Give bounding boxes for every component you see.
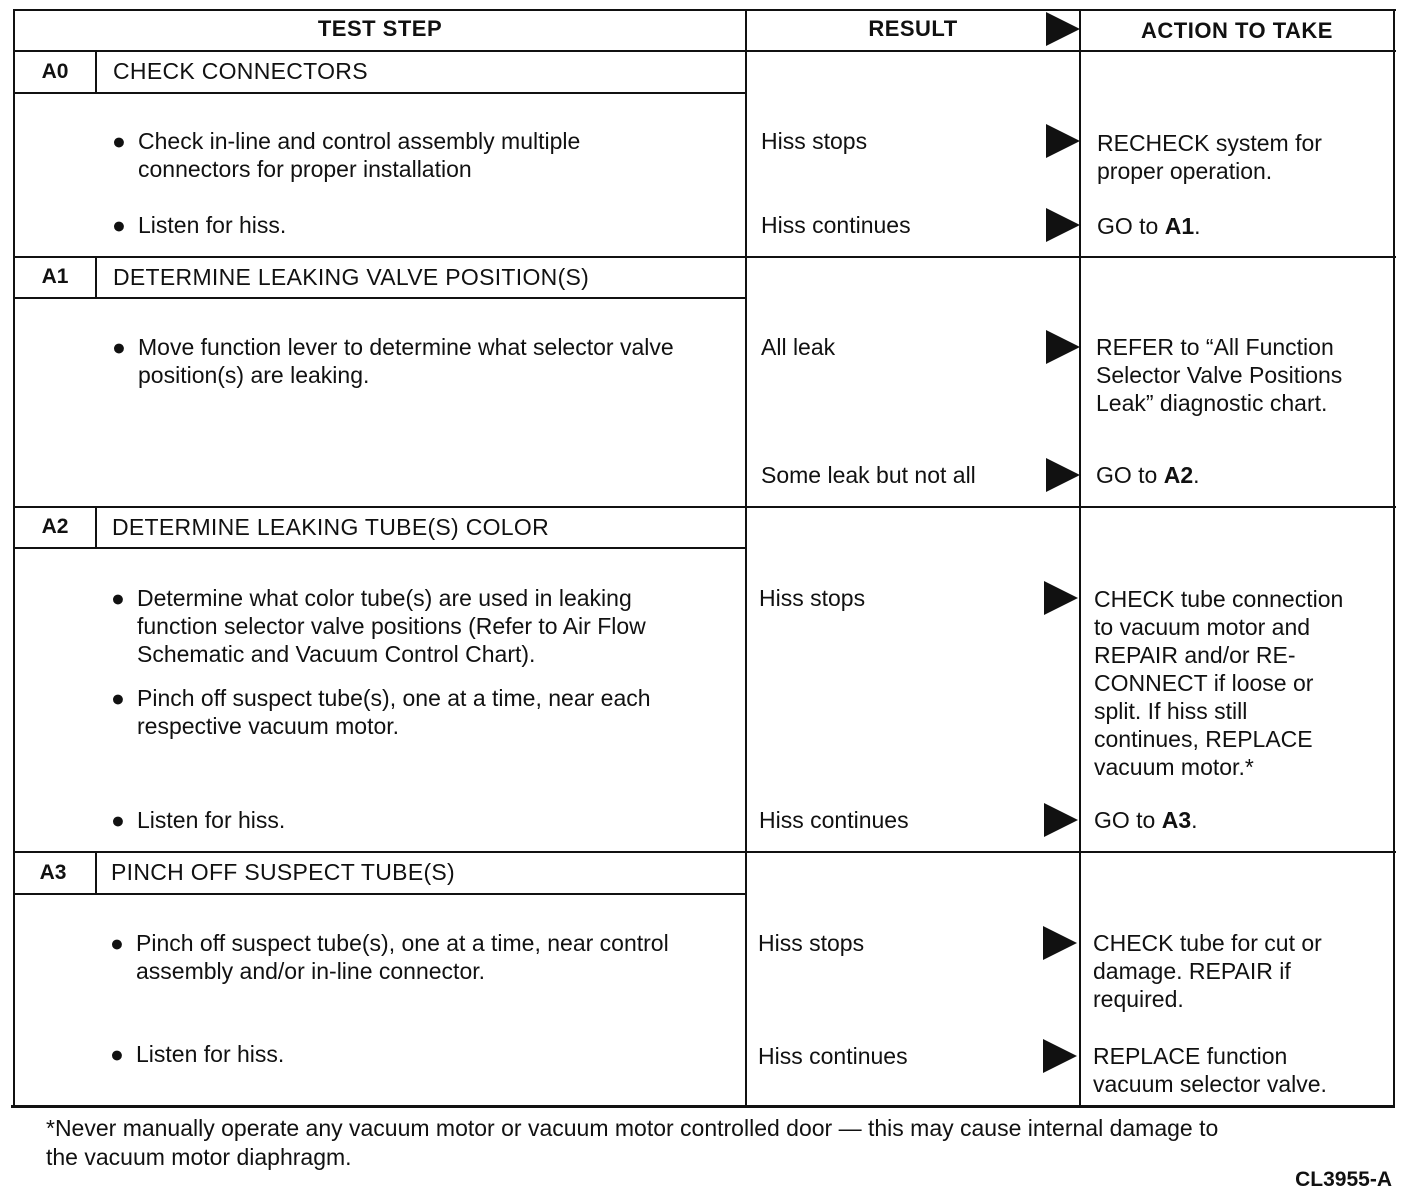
bullet-text: Listen for hiss.: [137, 807, 286, 833]
action-a1-2: GO to A2.: [1096, 462, 1200, 488]
bullet-text: Listen for hiss.: [138, 212, 287, 238]
section-sep-a2: [13, 506, 1396, 508]
frame-right: [1393, 9, 1395, 1108]
result-arrow-icon: [1044, 803, 1078, 837]
title-sep-a3: [13, 893, 747, 895]
bullet-a2-1: [111, 584, 646, 668]
result-arrow-icon: [1046, 330, 1080, 364]
step-code-a2: A2: [41, 515, 69, 538]
result-arrow-icon: [1046, 124, 1080, 158]
frame-left: [13, 9, 15, 1108]
bullet-dot: ●: [111, 685, 125, 711]
result-arrow-icon: [1046, 208, 1080, 242]
action-a0-2: GO to A1.: [1097, 213, 1201, 239]
title-sep-a1: [13, 297, 747, 299]
figure-id: CL3955-A: [1295, 1168, 1392, 1191]
action-a0-1: RECHECK system for proper operation.: [1097, 130, 1322, 184]
step-code-a1: A1: [41, 265, 69, 288]
frame-bottom: [11, 1105, 1395, 1108]
result-arrow-icon: [1044, 581, 1078, 615]
bullet-text: Determine what color tube(s) are used in leaking function selector valve positions (Refer to Air Flow Schematic and Vacuum Control Chart).: [137, 585, 646, 667]
step-title-a2: DETERMINE LEAKING TUBE(S) COLOR: [112, 514, 550, 540]
title-sep-a2: [13, 547, 747, 549]
bullet-dot: ●: [110, 930, 124, 956]
code-sep-a0: [95, 50, 97, 94]
action-a2-2: GO to A3.: [1094, 807, 1198, 833]
action-a3-2: REPLACE function vacuum selector valve.: [1093, 1043, 1327, 1097]
bullet-a3-1: [110, 929, 669, 985]
result-a0-2: Hiss continues: [761, 212, 911, 238]
code-sep-a3: [95, 851, 97, 895]
bullet-dot: ●: [111, 585, 125, 611]
frame-top: [13, 9, 1396, 11]
header-action: ACTION TO TAKE: [1141, 18, 1333, 43]
result-arrow-icon: [1043, 1039, 1077, 1073]
bullet-dot: ●: [112, 128, 126, 154]
bullet-dot: ●: [110, 1041, 124, 1067]
header-test-step: TEST STEP: [317, 16, 443, 41]
result-a1-1: All leak: [761, 334, 836, 360]
step-title-a1: DETERMINE LEAKING VALVE POSITION(S): [113, 264, 590, 290]
bullet-a1-1: [112, 333, 674, 389]
section-sep-a3: [13, 851, 1396, 853]
section-sep-a1: [13, 256, 1396, 258]
bullet-dot: ●: [112, 334, 126, 360]
bullet-a0-1: [112, 127, 581, 183]
title-sep-a0: [13, 92, 747, 94]
bullet-text: Check in-line and control assembly multiple connectors for proper installation: [138, 128, 581, 182]
bullet-a2-3: [111, 806, 286, 834]
action-a1-1: REFER to “All Function Selector Valve Positions Leak” diagnostic chart.: [1096, 334, 1343, 416]
bullet-text: Pinch off suspect tube(s), one at a time, near each respective vacuum motor.: [137, 685, 651, 739]
result-a0-1: Hiss stops: [761, 128, 868, 154]
action-a3-1: CHECK tube for cut or damage. REPAIR if required.: [1093, 930, 1322, 1012]
bullet-text: Move function lever to determine what selector valve position(s) are leaking.: [138, 334, 674, 388]
header-divider: [13, 50, 1396, 52]
step-title-a3: PINCH OFF SUSPECT TUBE(S): [111, 859, 456, 885]
action-a2-1: CHECK tube connection to vacuum motor and REPAIR and/or RE- CONNECT if loose or split. If hiss still continues, REPLACE vacuum motor.*: [1094, 586, 1344, 780]
footnote: *Never manually operate any vacuum motor or vacuum motor controlled door — this may cause internal damage to the vacuum motor diaphragm.: [46, 1115, 1219, 1170]
bullet-text: Pinch off suspect tube(s), one at a time, near control assembly and/or in-line connector.: [136, 930, 669, 984]
bullet-dot: ●: [111, 807, 125, 833]
step-code-a0: A0: [41, 60, 69, 83]
bullet-a0-2: [112, 211, 287, 239]
bullet-dot: ●: [112, 212, 126, 238]
header-result: RESULT: [868, 16, 958, 41]
step-title-a0: CHECK CONNECTORS: [113, 58, 368, 84]
result-arrow-icon: [1043, 926, 1077, 960]
step-code-a3: A3: [39, 861, 67, 884]
result-a3-1: Hiss stops: [758, 930, 865, 956]
bullet-text: Listen for hiss.: [136, 1041, 285, 1067]
bullet-a2-2: [111, 684, 651, 740]
code-sep-a1: [95, 256, 97, 299]
result-a1-2: Some leak but not all: [761, 462, 976, 488]
header-arrow-icon: [1046, 12, 1080, 46]
result-a2-1: Hiss stops: [759, 585, 866, 611]
result-a3-2: Hiss continues: [758, 1043, 908, 1069]
result-arrow-icon: [1046, 458, 1080, 492]
col-sep-action: [1079, 9, 1081, 1108]
bullet-a3-2: [110, 1040, 285, 1068]
code-sep-a2: [95, 506, 97, 549]
col-sep-result: [745, 9, 747, 1108]
result-a2-2: Hiss continues: [759, 807, 909, 833]
